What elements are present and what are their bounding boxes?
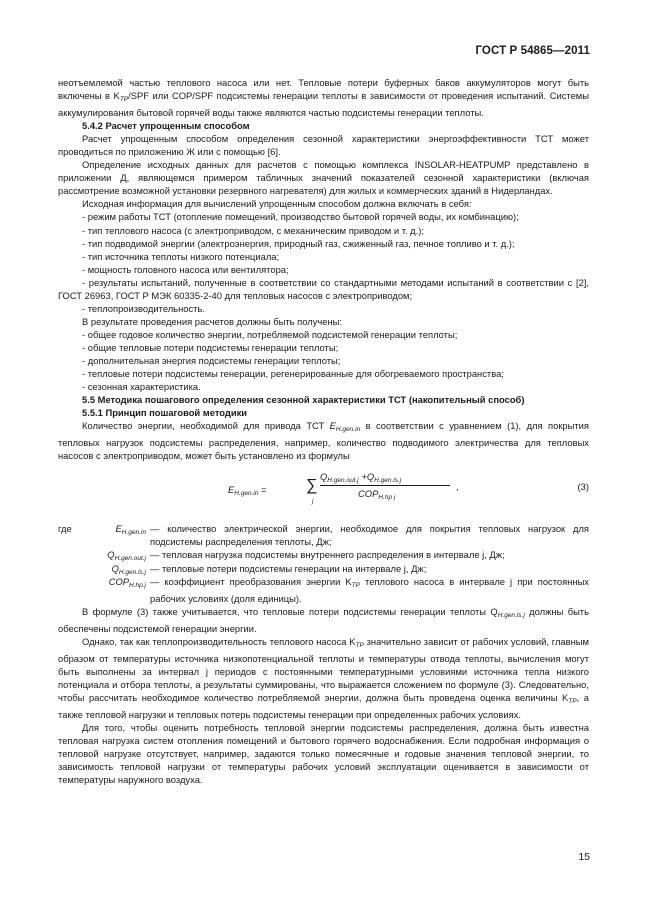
- list-item: - теплопроизводительность.: [82, 302, 205, 314]
- text: Количество энергии, необходимой для привода ТСТ: [82, 420, 330, 432]
- list-item: - результаты испытаний, полученные в соответствии со стандартными методами испытаний в соответствии с [2], ГОСТ 26963, ГОСТ Р МЭК 60335-2-40 для тепловых насосов с электроприводом;: [58, 276, 589, 301]
- symbol: +Q: [358, 471, 375, 483]
- page-content: [58, 76, 589, 786]
- subscript: H.gen.ls.j: [497, 611, 525, 619]
- symbol: COP: [358, 488, 379, 500]
- paragraph-intro: [58, 76, 589, 119]
- text: неотъемлемой частью теплового насоса или нет. Тепловые потери буферных баков аккумуляторов могут быть включены в K: [58, 77, 589, 102]
- subscript: H.gen.out.j: [327, 477, 359, 485]
- paragraph: [58, 419, 589, 462]
- subscript: ТР: [119, 96, 129, 104]
- sum-symbol: ∑: [306, 477, 318, 495]
- document-header: ГОСТ Р 54865—2011: [475, 45, 590, 57]
- subscript: H.gen.in: [121, 529, 146, 537]
- definition-row: [58, 562, 589, 575]
- text: теплового насоса в интервале j при постоянных рабочих условиях (доля единицы).: [150, 575, 589, 604]
- text: , а также тепловой нагрузки и тепловых потерь подсистемы генерации при определенных рабочих условиях.: [58, 691, 589, 720]
- where-definitions: [58, 522, 589, 604]
- paragraph: [58, 605, 589, 635]
- formula-comma: ,: [456, 481, 459, 493]
- definition-key: [58, 562, 150, 575]
- text: — коэффициент преобразования энергии K: [150, 575, 352, 587]
- list-item: - мощность головного насоса или вентилятора;: [82, 263, 289, 275]
- section-heading-5-4-2: 5.4.2 Расчет упрощенным способом: [82, 120, 250, 132]
- definition-key: [58, 575, 150, 605]
- symbol: COP: [108, 575, 130, 587]
- definition-symbol: [109, 575, 146, 592]
- list-item: - сезонная характеристика.: [82, 381, 201, 393]
- page-number: 15: [578, 851, 590, 863]
- symbol: Q: [320, 471, 328, 483]
- symbol: E: [115, 523, 122, 535]
- text: должны быть обеспечены подсистемой генерации энергии.: [58, 605, 589, 634]
- section-heading-5-5: 5.5 Методика пошагового определения сезонной характеристики ТСТ (накопительный способ): [82, 394, 525, 406]
- subscript: H.gen.in: [234, 490, 259, 498]
- paragraph: Расчет упрощенным способом определения сезонной характеристики энергоэффективности ТСТ может проводиться по приложению Ж или с помощью [6].: [58, 133, 589, 158]
- list-item: - тип теплового насоса (с электроприводом, с механическим приводом и т. д.);: [82, 224, 424, 236]
- paragraph: В результате проведения расчетов должны быть получены:: [82, 315, 343, 327]
- list-item: - общее годовое количество энергии, потребляемой подсистемой генерации теплоты;: [82, 328, 458, 340]
- definition-text: — тепловые потери подсистемы генерации на интервале j, Дж;: [150, 562, 427, 574]
- subscript: H.gen.out.j: [114, 555, 146, 563]
- list-item: - дополнительная энергия подсистемы генерации теплоты;: [82, 354, 341, 366]
- fraction-bar: [320, 485, 450, 486]
- list-item: - режим работы ТСТ (отопление помещений, производство бытовой горячей воды, их комбинацию);: [82, 211, 519, 223]
- paragraph: [58, 635, 589, 721]
- definition-text: — тепловая нагрузка подсистемы внутреннего распределения в интервале j, Дж;: [150, 549, 505, 561]
- list-item: - тепловые потери подсистемы генерации, регенерированные для обогреваемого пространства;: [82, 368, 504, 380]
- input-list: [58, 210, 589, 275]
- definition-row: [58, 522, 589, 548]
- formula-3: [58, 468, 589, 514]
- section-heading-5-5-1: 5.5.1 Принцип пошаговой методики: [82, 407, 248, 419]
- definition-text: — количество электрической энергии, необходимое для покрытия тепловых нагрузок для подсистемы распределения теплоты, Дж;: [150, 523, 589, 548]
- text: В формуле (3) также учитывается, что тепловые потери подсистемы генерации теплоты Q: [82, 605, 498, 617]
- symbol: E: [228, 484, 235, 496]
- list-item: - общие тепловые потери подсистемы генерации теплоты;: [82, 341, 339, 353]
- subscript: H.gen.ls.j: [118, 568, 146, 576]
- paragraph: Исходная информация для вычислений упрощенным способом должна включать в себя:: [82, 198, 472, 210]
- paragraph: Определение исходных данных для расчетов с помощью комплекса INSOLAR-HEATPUMP представлено в приложении Д, являющемся примером табличных значений показателей сезонной характеристики (включая рассмотрение возможной установки резервного нагревателя) для жилых и коммерческих зданий в Нидерландах.: [58, 159, 589, 197]
- text: в соответствии с уравнением (1), для покрытия тепловых нагрузок подсистемы распределения, например, количество подводимого электричества для тепловых насосов с электроприводом, может быть установлено из формулы: [58, 420, 589, 462]
- text: значительно зависит от рабочих условий, главным образом от температуры источника низкопотенциальной теплоты и температуры отвода теплоты, вычисления могут быть выполнены за интервал j периодов с постоянными температурными условиями источника тепла низкого потенциала и отбора теплоты, а результаты суммированы, что выражается сложением по формуле (3). Следовательно, чтобы рассчитать необходимое количество потребляемой энергии, должна быть проведена оценка величины K: [58, 635, 589, 703]
- definition-row: [58, 575, 589, 605]
- formula-number: (3): [577, 481, 589, 493]
- paragraph: Для того, чтобы оценить потребность тепловой энергии подсистемы распределения, должна быть известна тепловая нагрузка систем отопления помещений и бытового горячего водоснабжения. Если подробная информация о тепловой нагрузке отсутствует, например, задаются только помесячные и годовые значения тепловой энергии, то зависимость тепловой нагрузки от температуры рабочих условий эксплуатации оценивается в зависимости от температуры наружного воздуха.: [58, 722, 589, 786]
- symbol: Q: [111, 562, 119, 574]
- formula-lhs: [228, 483, 267, 500]
- text: /SPF или COP/SPF подсистемы генерации теплоты в зависимости от проведения испытаний. Системы аккумулирования бытовой горячей воды также являются частью подсистемы генерации теплоты.: [58, 90, 589, 119]
- list-item: - тип подводимой энергии (электроэнергия, природный газ, сжиженный газ, печное топливо и т. д.);: [82, 237, 515, 249]
- sum-index: j: [312, 498, 314, 506]
- definition-key: [58, 522, 150, 548]
- formula-denominator: [358, 487, 395, 504]
- subscript: H.gen.ls.j: [374, 477, 402, 485]
- subscript: H.gen.in: [335, 426, 361, 434]
- symbol: Q: [107, 549, 115, 561]
- results-list: [58, 328, 589, 393]
- definition-row: [58, 548, 589, 561]
- text: Однако, так как теплопроизводительность теплового насоса K: [82, 635, 356, 647]
- subscript: ТР: [355, 641, 364, 649]
- subscript: ТР: [351, 581, 360, 589]
- subscript: H.hp j: [378, 494, 396, 502]
- definition-symbol: [116, 522, 146, 539]
- symbol: E: [329, 420, 336, 432]
- definition-key: [58, 548, 150, 561]
- where-label: где: [58, 523, 72, 535]
- definition-text: [150, 575, 589, 605]
- equals: =: [258, 484, 267, 496]
- subscript: H.hp.j: [129, 581, 146, 589]
- list-item: - тип источника теплоты низкого потенциала;: [82, 250, 280, 262]
- subscript: ТР: [568, 697, 577, 705]
